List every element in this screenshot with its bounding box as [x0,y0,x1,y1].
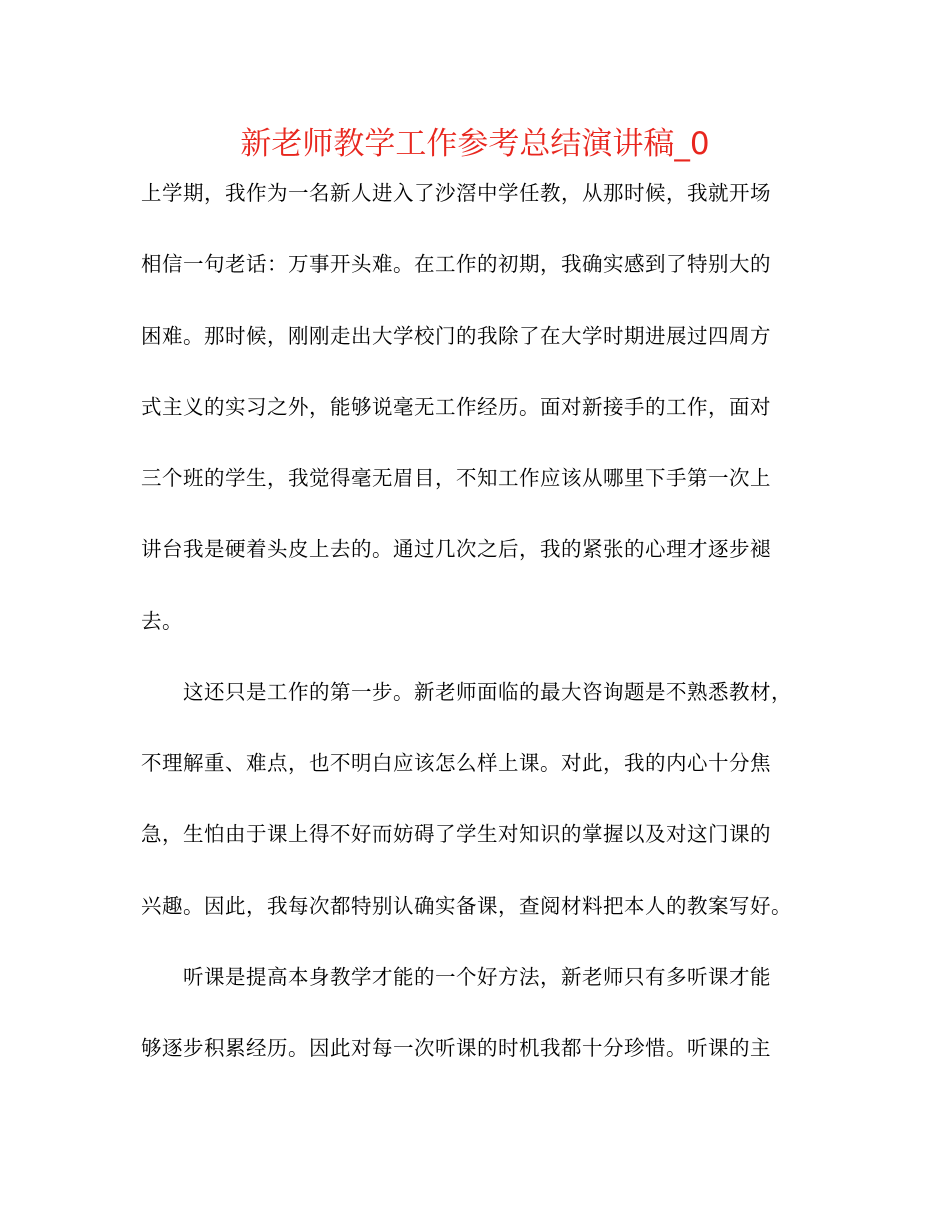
paragraph-line: 上学期，我作为一名新人进入了沙滘中学任教，从那时候，我就开场 [141,181,771,205]
document-title: 新老师教学工作参考总结演讲稿_0 [240,126,710,162]
paragraph-line: 相信一句老话：万事开头难。在工作的初期，我确实感到了特别大的 [141,252,771,276]
paragraph-line: 三个班的学生，我觉得毫无眉目，不知工作应该从哪里下手第一次上 [141,466,771,490]
paragraph-line: 式主义的实习之外，能够说毫无工作经历。面对新接手的工作，面对 [141,395,771,419]
paragraph-line: 急，生怕由于课上得不好而妨碍了学生对知识的掌握以及对这门课的 [141,822,771,846]
paragraph-line: 不理解重、难点，也不明白应该怎么样上课。对此，我的内心十分焦 [141,751,771,775]
paragraph-line: 困难。那时候，刚刚走出大学校门的我除了在大学时期进展过四周方 [141,324,771,348]
paragraph-first-line: 这还只是工作的第一步。新老师面临的最大咨询题是不熟悉教材， [183,680,792,704]
paragraph-line: 去。 [141,609,183,633]
paragraph-line: 兴趣。因此，我每次都特别认确实备课，查阅材料把本人的教案写好。 [141,894,792,918]
paragraph-line: 讲台我是硬着头皮上去的。通过几次之后，我的紧张的心理才逐步褪 [141,537,771,561]
paragraph-first-line: 听课是提高本身教学才能的一个好方法，新老师只有多听课才能 [183,965,771,989]
paragraph-line: 够逐步积累经历。因此对每一次听课的时机我都十分珍惜。听课的主 [141,1036,771,1060]
